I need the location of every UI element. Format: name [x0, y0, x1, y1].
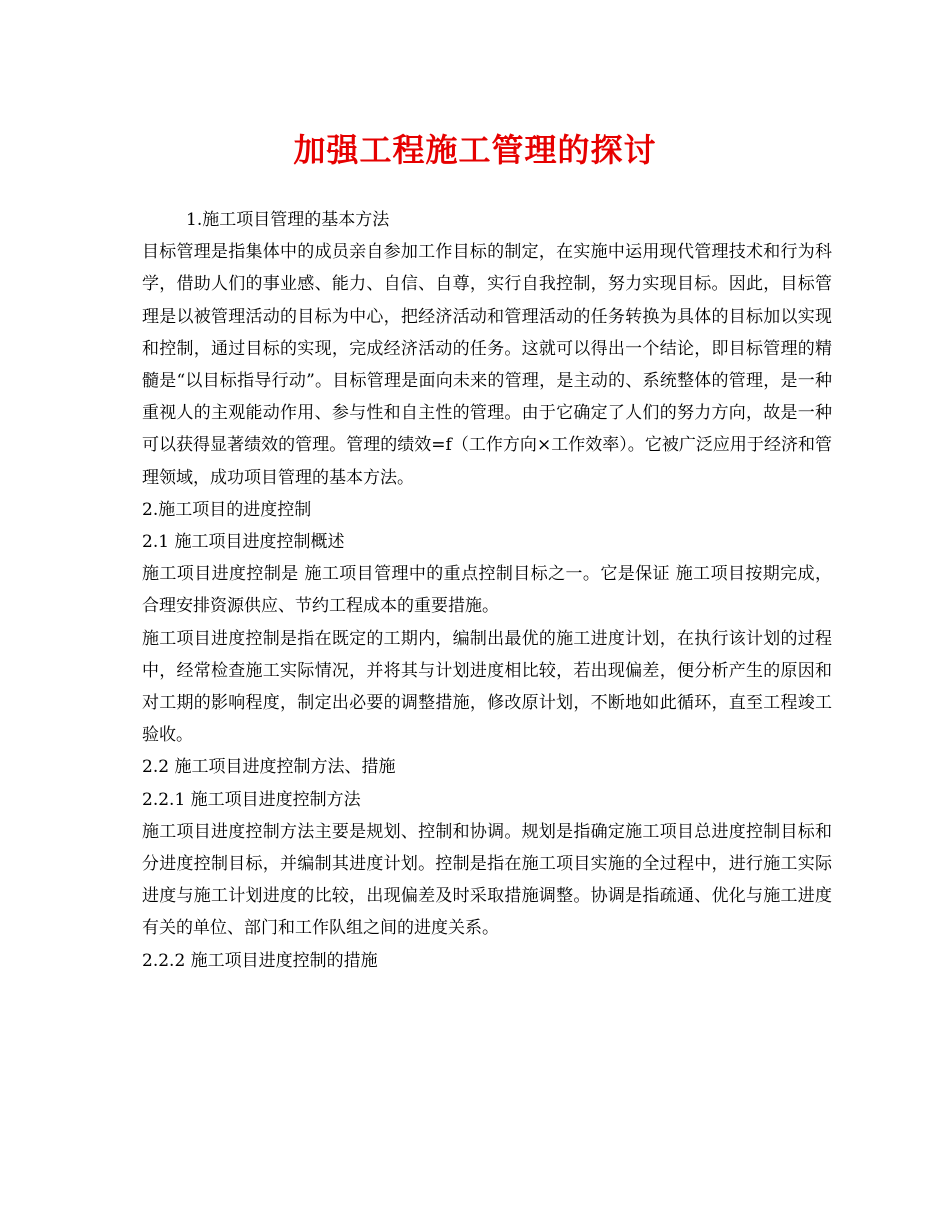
section-heading-2: 2.施工项目的进度控制 — [142, 499, 312, 520]
paragraph-control-methods: 施工项目进度控制方法主要是规划、控制和协调。规划是指确定施工项目总进度控制目标和分进度控制目标，并编制其进度计划。控制是指在施工项目实施的全过程中，进行施工实际进度与施工计划进度的比较，出现偏差及时采取措施调整。协调是指疏通、优化与施工进度有关的单位、部门和工作队组之间的进度关系。 — [142, 821, 832, 939]
subsection-heading-2-2-2: 2.2.2 施工项目进度控制的措施 — [142, 950, 378, 971]
document-title: 加强工程施工管理的探讨 — [293, 131, 657, 169]
section-heading-1: 1.施工项目管理的基本方法 — [186, 210, 390, 230]
subsection-heading-2-2: 2.2 施工项目进度控制方法、措施 — [142, 757, 396, 778]
paragraph-schedule-control-definition: 施工项目进度控制是指在既定的工期内，编制出最优的施工进度计划，在执行该计划的过程中，经常检查施工实际情况，并将其与计划进度相比较，若出现偏差，便分析产生的原因和对工期的影响程度，制定出必要的调整措施，修改原计划，不断地如此循环，直至工程竣工验收。 — [142, 628, 832, 746]
paragraph-schedule-control-overview: 施工项目进度控制是 施工项目管理中的重点控制目标之一。它是保证 施工项目按期完成，合理安排资源供应、节约工程成本的重要措施。 — [142, 564, 832, 617]
subsection-heading-2-1: 2.1 施工项目进度控制概述 — [142, 532, 345, 553]
subsection-heading-2-2-1: 2.2.1 施工项目进度控制方法 — [142, 789, 361, 810]
paragraph-target-management: 目标管理是指集体中的成员亲自参加工作目标的制定，在实施中运用现代管理技术和行为科学，借助人们的事业感、能力、自信、自尊，实行自我控制，努力实现目标。因此，目标管理是以被管理活动的目标为中心，把经济活动和管理活动的任务转换为具体的目标加以实现和控制，通过目标的实现，完成经济活动的任务。这就可以得出一个结论，即目标管理的精髓是“以目标指导行动”。目标管理是面向未来的管理，是主动的、系统整体的管理，是一种重视人的主观能动作用、参与性和自主性的管理。由于它确定了人们的努力方向，故是一种可以获得显著绩效的管理。管理的绩效=f（工作方向×工作效率）。它被广泛应用于经济和管理领域，成功项目管理的基本方法。 — [142, 242, 832, 488]
document-body — [142, 204, 832, 977]
